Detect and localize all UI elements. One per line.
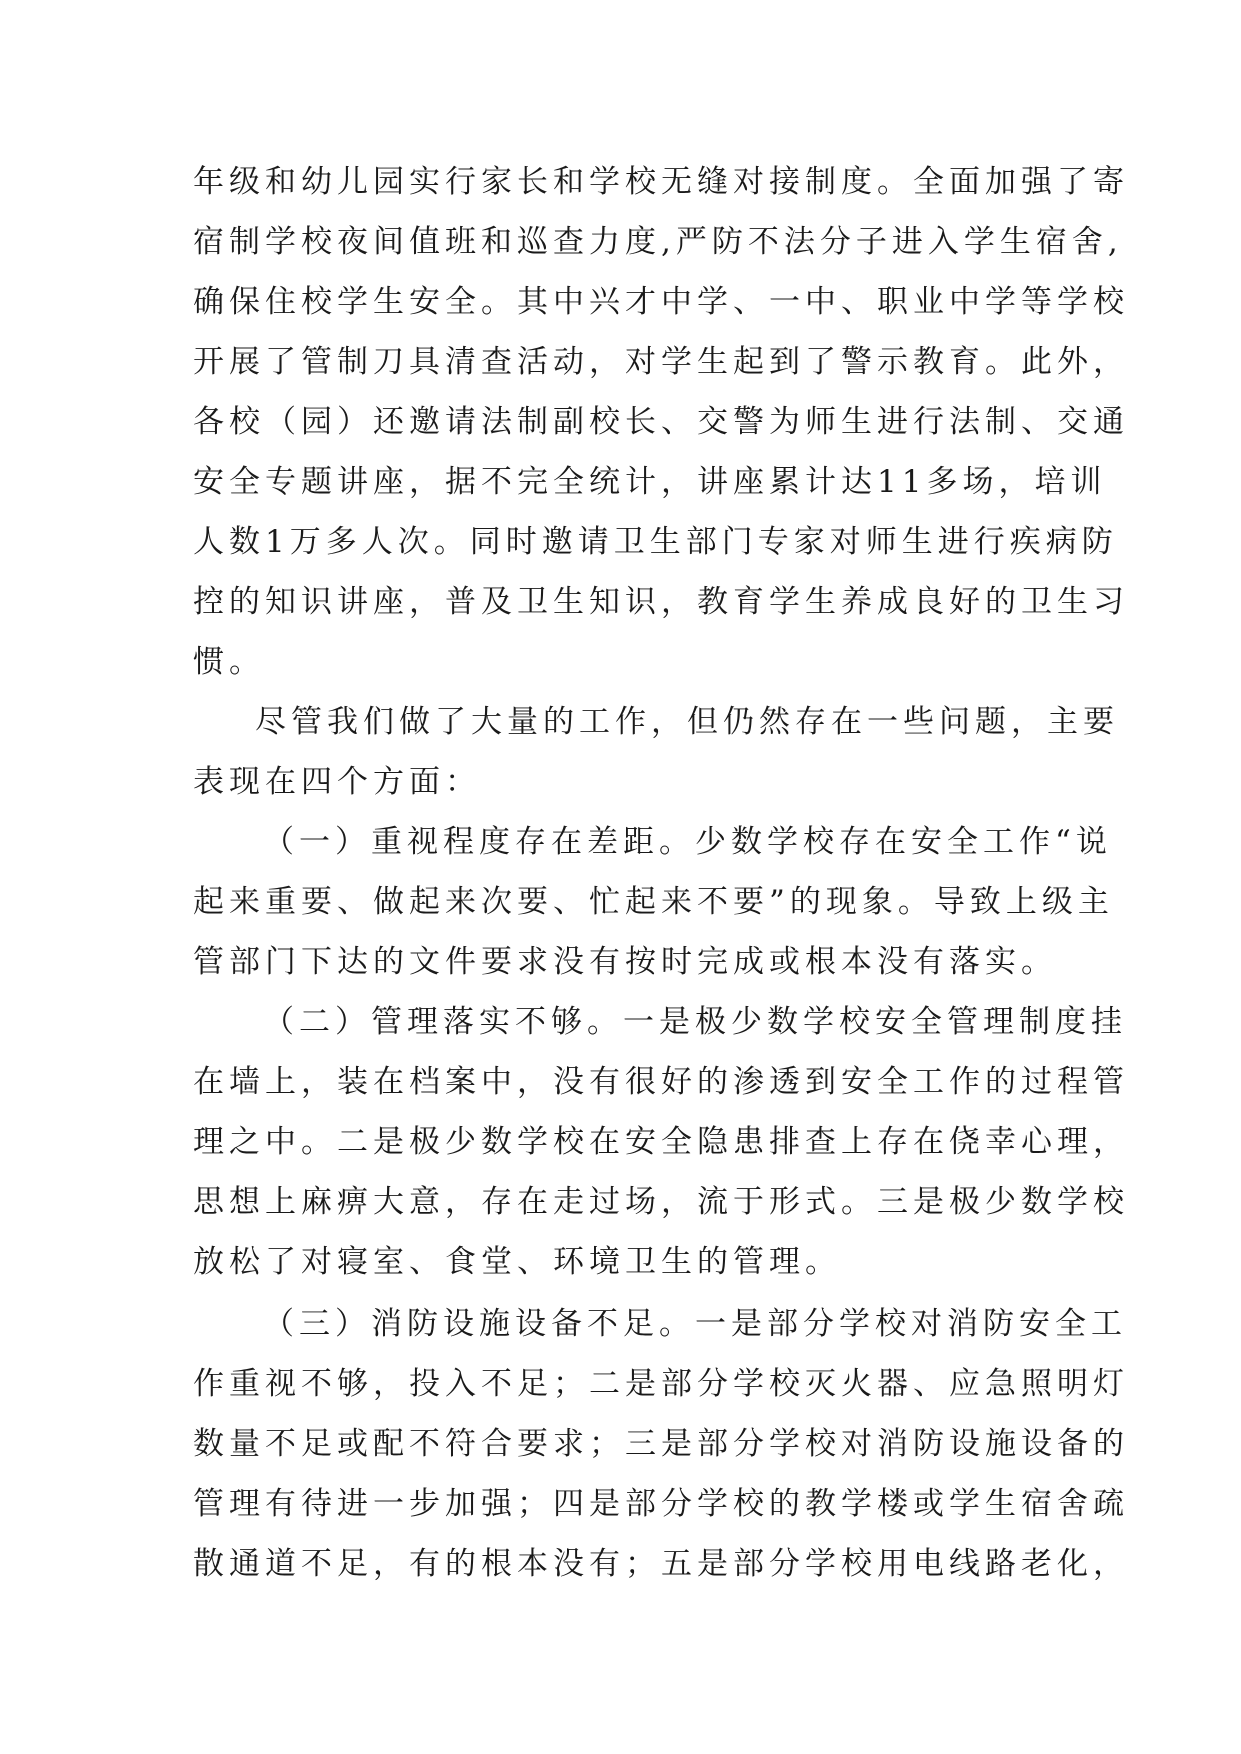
text-line: 作重视不够，投入不足；二是部分学校灭火器、应急照明灯 — [193, 1366, 1129, 1402]
text-line: 管部门下达的文件要求没有按时完成或根本没有落实。 — [193, 944, 1057, 980]
text-line: 控的知识讲座，普及卫生知识，教育学生养成良好的卫生习 — [193, 584, 1129, 620]
text-line: 在墙上，装在档案中，没有很好的渗透到安全工作的过程管 — [193, 1064, 1129, 1100]
text-line: 安全专题讲座，据不完全统计，讲座累计达11多场，培训 — [193, 464, 1107, 500]
text-line: 年级和幼儿园实行家长和学校无缝对接制度。全面加强了寄 — [193, 164, 1129, 200]
text-line: （三）消防设施设备不足。一是部分学校对消防安全工 — [263, 1306, 1127, 1342]
text-line: 开展了管制刀具清查活动，对学生起到了警示教育。此外， — [193, 344, 1129, 380]
text-line: （二）管理落实不够。一是极少数学校安全管理制度挂 — [263, 1004, 1127, 1040]
text-line: 理之中。二是极少数学校在安全隐患排查上存在侥幸心理， — [193, 1124, 1129, 1160]
text-line: 各校（园）还邀请法制副校长、交警为师生进行法制、交通 — [193, 404, 1129, 440]
text-line: 人数1万多人次。同时邀请卫生部门专家对师生进行疾病防 — [193, 524, 1118, 560]
text-line: 思想上麻痹大意，存在走过场，流于形式。三是极少数学校 — [193, 1184, 1129, 1220]
text-line: （一）重视程度存在差距。少数学校存在安全工作“说 — [263, 824, 1112, 860]
text-line: 放松了对寝室、食堂、环境卫生的管理。 — [193, 1244, 841, 1280]
text-line: 表现在四个方面： — [193, 764, 481, 800]
text-line: 管理有待进一步加强；四是部分学校的教学楼或学生宿舍疏 — [193, 1486, 1129, 1522]
text-line: 宿制学校夜间值班和巡查力度,严防不法分子进入学生宿舍, — [193, 224, 1123, 260]
text-line: 尽管我们做了大量的工作，但仍然存在一些问题，主要 — [255, 704, 1119, 740]
text-line: 散通道不足，有的根本没有；五是部分学校用电线路老化， — [193, 1546, 1129, 1582]
text-line: 数量不足或配不符合要求；三是部分学校对消防设施设备的 — [193, 1426, 1129, 1462]
text-line: 惯。 — [193, 644, 265, 680]
text-line: 起来重要、做起来次要、忙起来不要”的现象。导致上级主 — [193, 884, 1114, 920]
text-line: 确保住校学生安全。其中兴才中学、一中、职业中学等学校 — [193, 284, 1129, 320]
